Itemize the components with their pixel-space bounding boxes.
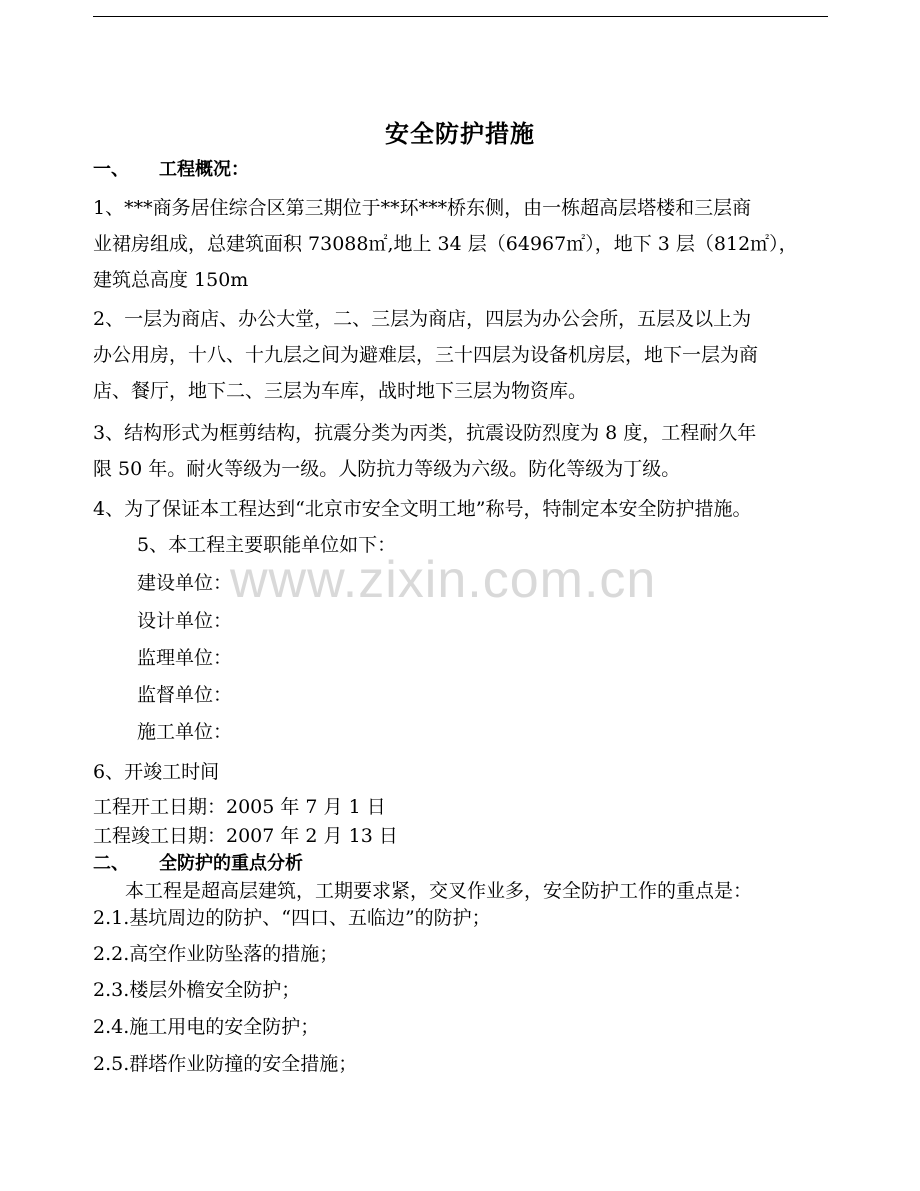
item2-line3: 店、餐厅，地下二、三层为车库，战时地下三层为物资库。 — [93, 380, 588, 402]
item5: 5、本工程主要职能单位如下： — [137, 534, 397, 556]
item6: 6、开竣工时间 — [93, 761, 220, 783]
section1-heading — [93, 158, 249, 182]
unit-construction: 建设单位： — [137, 572, 233, 594]
document-title: 安全防护措施 — [385, 120, 535, 148]
section1-heading-text: 工程概况： — [159, 159, 249, 180]
header-rule — [93, 16, 828, 17]
item1-line3: 建筑总高度 150m — [93, 269, 249, 291]
point-2-5: 2.5.群塔作业防撞的安全措施； — [93, 1053, 358, 1075]
item2-line2: 办公用房，十八、十九层之间为避难层，三十四层为设备机房层，地下一层为商 — [93, 344, 759, 366]
item4: 4、为了保证本工程达到“北京市安全文明工地”称号，特制定本安全防护措施。 — [93, 498, 752, 520]
section2-heading — [93, 852, 303, 876]
section2-heading-text: 全防护的重点分析 — [159, 853, 303, 874]
section2-intro: 本工程是超高层建筑，工期要求紧，交叉作业多，安全防护工作的重点是： — [125, 880, 753, 902]
unit-contractor: 施工单位： — [137, 721, 233, 743]
start-date: 工程开工日期：2005 年 7 月 1 日 — [93, 796, 386, 818]
section2-heading-number: 二、 — [93, 853, 129, 874]
point-2-2: 2.2.高空作业防坠落的措施； — [93, 943, 339, 965]
unit-design: 设计单位： — [137, 610, 233, 632]
item2-line1: 2、一层为商店、办公大堂，二、三层为商店，四层为办公会所，五层及以上为 — [93, 308, 752, 330]
point-2-3: 2.3.楼层外檐安全防护； — [93, 979, 301, 1001]
item3-line2: 限 50 年。耐火等级为一级。人防抗力等级为六级。防化等级为丁级。 — [93, 458, 681, 480]
unit-supervision: 监理单位： — [137, 647, 233, 669]
unit-oversight: 监督单位： — [137, 684, 233, 706]
point-2-1: 2.1.基坑周边的防护、“四口、五临边”的防护； — [93, 907, 491, 929]
point-2-4: 2.4.施工用电的安全防护； — [93, 1016, 320, 1038]
watermark: www.zixin.com.cn — [230, 551, 657, 609]
section1-heading-number: 一、 — [93, 159, 129, 180]
item1-line2: 业裙房组成，总建筑面积 73088㎡,地上 34 层（64967㎡），地下 3 层（812㎡）， — [93, 233, 798, 255]
end-date: 工程竣工日期：2007 年 2 月 13 日 — [93, 825, 398, 847]
item3-line1: 3、结构形式为框剪结构，抗震分类为丙类，抗震设防烈度为 8 度，工程耐久年 — [93, 422, 757, 444]
item1-line1: 1、***商务居住综合区第三期位于**环***桥东侧，由一栋超高层塔楼和三层商 — [93, 197, 752, 219]
